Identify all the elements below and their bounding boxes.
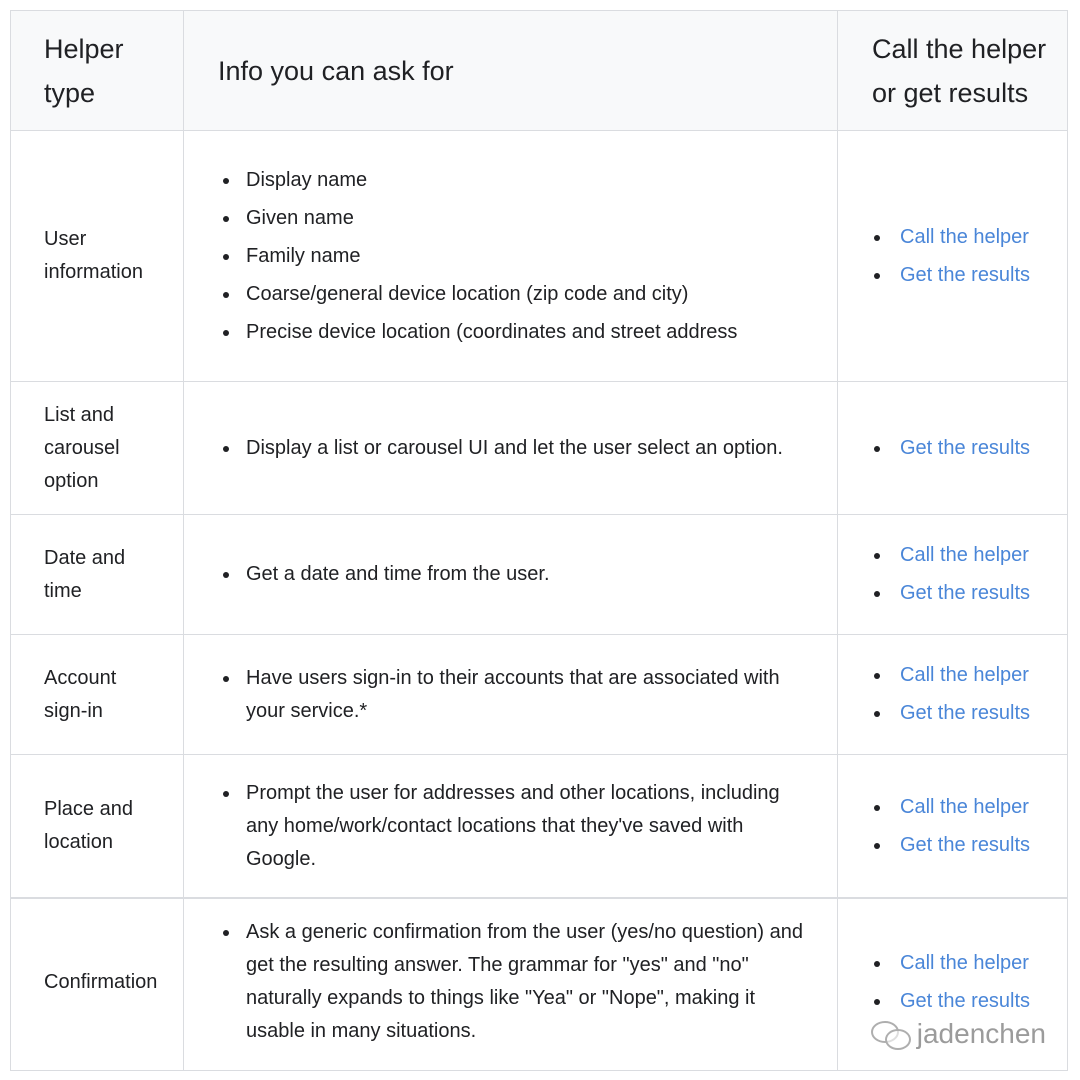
info-item: Display name: [220, 164, 737, 197]
link-list: [874, 654, 1030, 735]
link-item: [874, 539, 1030, 572]
info-item: Family name: [220, 240, 737, 273]
row-type-line: Account: [44, 666, 117, 689]
call-helper-link[interactable]: Call the helper: [900, 664, 1029, 686]
link-list: [874, 786, 1030, 867]
info-item: Given name: [220, 202, 737, 235]
row-type-line: List and: [44, 403, 115, 426]
row-type-line: option: [44, 469, 99, 492]
info-list: [220, 553, 550, 596]
link-item: [874, 947, 1030, 980]
header-helper-type-line: type: [44, 77, 96, 108]
info-item: Precise device location (coordinates and street address: [220, 316, 737, 349]
row-type-line: User: [44, 228, 87, 250]
row-type-list-carousel: [11, 382, 184, 515]
row-info-date-time: [184, 515, 838, 635]
info-item: Coarse/general device location (zip code and city): [220, 278, 737, 311]
header-call-line: or get results: [872, 77, 1029, 108]
call-helper-link[interactable]: Call the helper: [900, 225, 1029, 248]
call-helper-link[interactable]: Call the helper: [900, 795, 1029, 818]
row-links-place-location: [838, 755, 1067, 898]
row-links-user-information: [838, 131, 1067, 382]
link-item: [874, 985, 1030, 1018]
row-info-list-carousel: [184, 382, 838, 515]
row-type-line: information: [44, 261, 143, 283]
row-type-confirmation: [11, 894, 184, 1070]
get-results-link[interactable]: Get the results: [900, 702, 1031, 724]
link-item: [874, 659, 1030, 692]
wechat-icon: [871, 1019, 911, 1049]
row-type-line: Place and: [44, 798, 133, 820]
header-helper-type: [11, 11, 184, 131]
get-results-link[interactable]: Get the results: [900, 989, 1031, 1012]
link-list: [874, 427, 1030, 470]
link-list: [874, 942, 1030, 1023]
header-helper-type-line: Helper: [44, 33, 124, 64]
row-type-line: time: [44, 579, 82, 602]
row-type-place-location: [11, 755, 184, 898]
info-list: [220, 772, 817, 881]
info-item: Have users sign-in to their accounts that are associated with your service.*: [220, 662, 817, 728]
link-item: [874, 577, 1030, 610]
get-results-link[interactable]: Get the results: [900, 833, 1031, 856]
row-type-line: sign-in: [44, 699, 103, 722]
info-item: Ask a generic confirmation from the user (yes/no question) and get the resulting answer. The grammar for "yes" and "no" naturally expands to things like "Yea" or "Nope", making it usable in many situations.: [220, 916, 817, 1048]
row-type-line: Confirmation: [44, 970, 158, 993]
row-type-line: carousel: [44, 436, 120, 459]
get-results-link[interactable]: Get the results: [900, 263, 1031, 286]
call-helper-link[interactable]: Call the helper: [900, 544, 1029, 566]
row-info-account-sign-in: [184, 635, 838, 755]
link-list: [874, 534, 1030, 615]
watermark-text: jadenchen: [916, 1018, 1046, 1049]
row-type-date-time: [11, 515, 184, 635]
info-item: Get a date and time from the user.: [220, 558, 550, 591]
get-results-link[interactable]: Get the results: [900, 582, 1031, 604]
link-item: [874, 221, 1030, 254]
row-info-user-information: [184, 131, 838, 382]
helpers-table: [10, 10, 1068, 899]
row-links-list-carousel: [838, 382, 1067, 515]
row-links-date-time: [838, 515, 1067, 635]
row-type-line: Date and: [44, 546, 126, 569]
link-item: [874, 432, 1030, 465]
info-list: [220, 911, 817, 1053]
row-links-account-sign-in: [838, 635, 1067, 755]
info-item: Prompt the user for addresses and other locations, including any home/work/contact locations that they've saved with Google.: [220, 777, 817, 876]
row-type-user-information: [11, 131, 184, 382]
info-list: [220, 159, 737, 354]
header-call: [838, 11, 1067, 131]
row-type-account-sign-in: [11, 635, 184, 755]
get-results-link[interactable]: Get the results: [900, 436, 1031, 459]
link-item: [874, 697, 1030, 730]
watermark: [871, 1018, 1046, 1050]
header-info: [184, 11, 838, 131]
call-helper-link[interactable]: Call the helper: [900, 951, 1029, 974]
link-item: [874, 259, 1030, 292]
header-call-line: Call the helper: [872, 33, 1047, 64]
row-type-line: location: [44, 831, 113, 853]
info-list: [220, 427, 783, 470]
link-list: [874, 216, 1030, 297]
row-info-place-location: [184, 755, 838, 898]
header-info-label: Info you can ask for: [218, 55, 454, 86]
link-item: [874, 791, 1030, 824]
info-list: [220, 657, 817, 733]
info-item: Display a list or carousel UI and let the user select an option.: [220, 432, 783, 465]
link-item: [874, 829, 1030, 862]
row-info-confirmation: [184, 894, 838, 1070]
